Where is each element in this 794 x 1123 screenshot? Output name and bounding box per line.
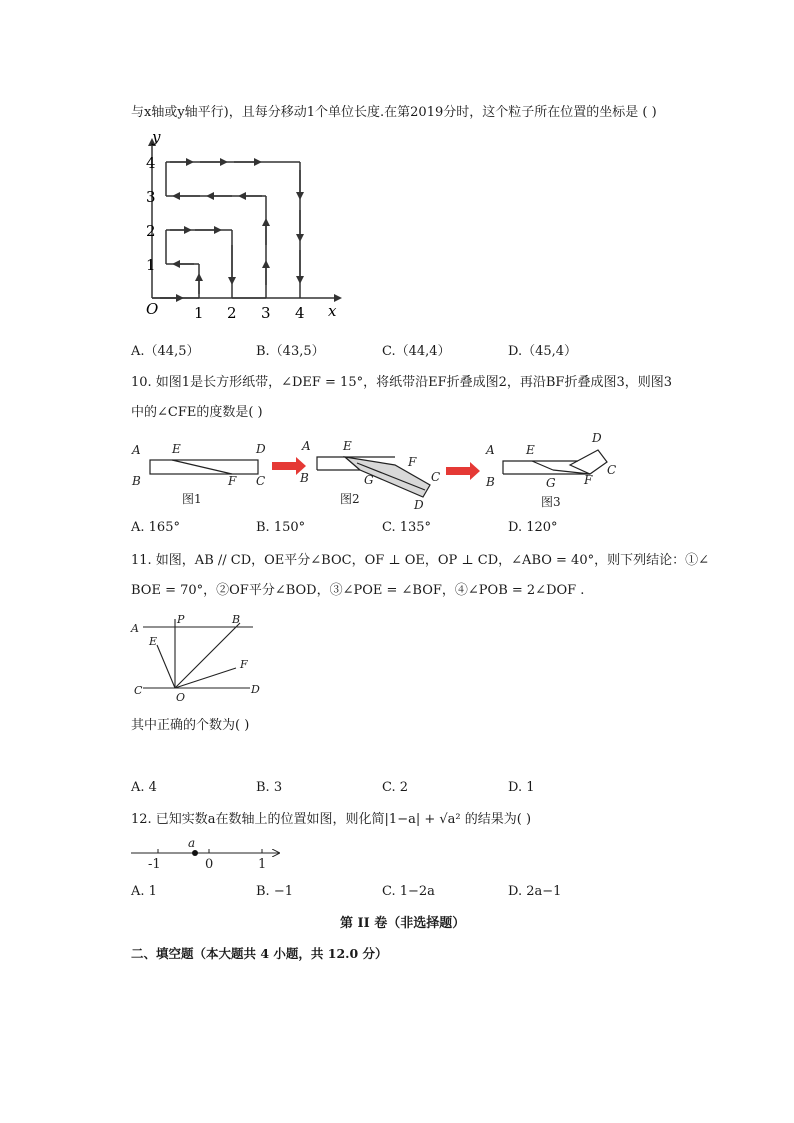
section2-heading: 二、填空题（本大题共 4 小题，共 12.0 分） [131,946,388,961]
q9-xtick-1: 1 [194,304,204,322]
q11-option-c[interactable]: C. 2 [382,780,409,795]
q9-option-b[interactable]: B.（43,5） [256,344,325,359]
q11-label-C: C [134,684,143,697]
q9-x-label: x [328,302,337,320]
q10-f2-E: E [343,439,352,453]
q11-stem-line1: 11. 如图，AB // CD，OE平分∠BOC，OF ⊥ OE，OP ⊥ CD，∠ABO = 40°，则下列结论：①∠ [131,553,709,568]
q10-f2-D: D [414,498,424,512]
q10-f1-D: D [256,442,266,456]
q10-f3-F: F [584,473,593,487]
q10-f2-C: C [431,470,441,484]
q12-tick-minus1: -1 [148,857,161,872]
q10-f3-C: C [607,463,617,477]
q9-xtick-4: 4 [295,304,305,322]
q12-tick-0: 0 [205,857,214,872]
q12-option-d[interactable]: D. 2a−1 [508,884,562,899]
q9-option-a[interactable]: A.（44,5） [131,344,200,359]
q12-stem-line1: 12. 已知实数a在数轴上的位置如图，则化简|1−a| + √a² 的结果为( ) [131,812,532,827]
q12-option-b[interactable]: B. −1 [256,884,293,899]
q9-ytick-1: 1 [146,256,156,274]
q10-f3-B: B [486,475,495,489]
q11-label-A: A [131,622,139,635]
q9-stem-tail: 与x轴或y轴平行)，且每分移动1个单位长度.在第2019分时，这个粒子所在位置的坐标是 ( ) [131,105,657,120]
q10-f1-C: C [256,474,266,488]
q10-option-b[interactable]: B. 150° [256,520,306,535]
q10-f2-B: B [300,471,309,485]
q10-option-c[interactable]: C. 135° [382,520,432,535]
q10-f1-F: F [228,474,237,488]
q11-option-d[interactable]: D. 1 [508,780,535,795]
q10-f2-F: F [408,455,417,469]
q10-f1-A: A [132,443,141,457]
q9-xtick-3: 3 [261,304,271,322]
q11-stem-line2: BOE = 70°，②OF平分∠BOD，③∠POE = ∠BOF，④∠POB = 2∠DOF . [131,583,585,598]
q11-label-E: E [149,635,158,648]
q10-f1-E: E [172,442,181,456]
q9-option-d[interactable]: D.（45,4） [508,344,578,359]
q11-label-D: D [251,683,260,696]
q12-tick-1: 1 [258,857,267,872]
q9-ytick-4: 4 [146,154,156,172]
q10-stem-line2: 中的∠CFE的度数是( ) [131,405,263,420]
q10-f3-A: A [486,443,495,457]
q9-xtick-2: 2 [227,304,237,322]
q11-label-O: O [176,691,186,704]
q10-option-a[interactable]: A. 165° [131,520,180,535]
q10-caption-3: 图3 [541,495,561,509]
q9-option-c[interactable]: C.（44,4） [382,344,451,359]
q10-option-d[interactable]: D. 120° [508,520,558,535]
q10-caption-2: 图2 [340,492,360,506]
q12-option-a[interactable]: A. 1 [131,884,157,899]
q11-stem-line3: 其中正确的个数为( ) [131,718,250,733]
q10-caption-1: 图1 [182,492,202,506]
q10-f3-D: D [592,431,602,445]
q11-label-B: B [232,613,241,626]
section2-title: 第 II 卷（非选择题） [340,916,466,931]
q10-f2-G: G [364,473,374,487]
q9-y-label: y [152,128,161,146]
q11-option-a[interactable]: A. 4 [131,780,157,795]
q10-f1-B: B [132,474,141,488]
q9-ytick-3: 3 [146,188,156,206]
q12-label-a: a [188,836,196,850]
q11-label-F: F [240,658,248,671]
q12-option-c[interactable]: C. 1−2a [382,884,435,899]
q10-stem-line1: 10. 如图1是长方形纸带，∠DEF = 15°，将纸带沿EF折叠成图2，再沿BF折叠成图3，则图3 [131,375,672,390]
q11-label-P: P [177,613,185,626]
q10-f2-A: A [302,439,311,453]
q10-f3-E: E [526,443,535,457]
q10-f3-G: G [546,476,556,490]
q11-option-b[interactable]: B. 3 [256,780,283,795]
q9-ytick-2: 2 [146,222,156,240]
q9-origin: O [146,300,159,318]
